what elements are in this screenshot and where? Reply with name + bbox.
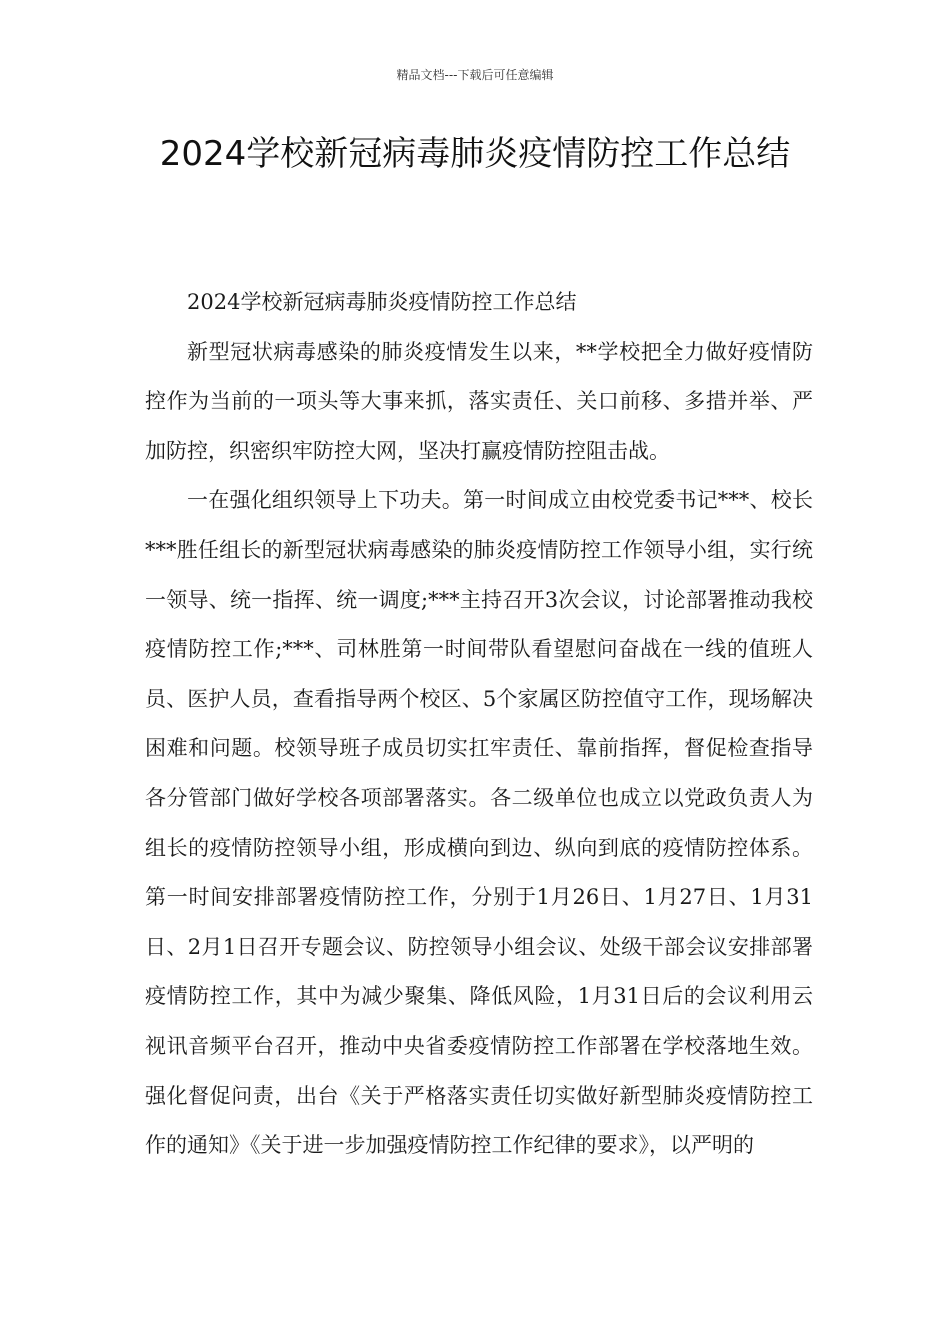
document-body [145, 278, 813, 1171]
paragraph-subtitle: 2024学校新冠病毒肺炎疫情防控工作总结 [187, 290, 577, 314]
header-note: 精品文档---下载后可任意编辑 [396, 68, 554, 82]
paragraph-organization: 一在强化组织领导上下功夫。第一时间成立由校党委书记***、校长***胜任组长的新型冠状病毒感染的肺炎疫情防控工作领导小组，实行统一领导、统一指挥、统一调度;***主持召开3次会议，讨论部署推动我校疫情防控工作;***、司林胜第一时间带队看望慰问奋战在一线的值班人员、医护人员，查看指导两个校区、5个家属区防控值守工作，现场解决困难和问题。校领导班子成员切实扛牢责任、靠前指挥，督促检查指导各分管部门做好学校各项部署落实。各二级单位也成立以党政负责人为组长的疫情防控领导小组，形成横向到边、纵向到底的疫情防控体系。第一时间安排部署疫情防控工作，分别于1月26日、1月27日、1月31日、2月1日召开专题会议、防控领导小组会议、处级干部会议安排部署疫情防控工作，其中为减少聚集、降低风险，1月31日后的会议利用云视讯音频平台召开，推动中央省委疫情防控工作部署在学校落地生效。强化督促问责，出台《关于严格落实责任切实做好新型肺炎疫情防控工作的通知》《关于进一步加强疫情防控工作纪律的要求》，以严明的 [145, 488, 813, 1158]
document-title: 2024学校新冠病毒肺炎疫情防控工作总结 [159, 134, 791, 174]
paragraph-intro: 新型冠状病毒感染的肺炎疫情发生以来，**学校把全力做好疫情防控作为当前的一项头等大事来抓，落实责任、关口前移、多措并举、严加防控，织密织牢防控大网，坚决打赢疫情防控阻击战。 [145, 339, 813, 463]
